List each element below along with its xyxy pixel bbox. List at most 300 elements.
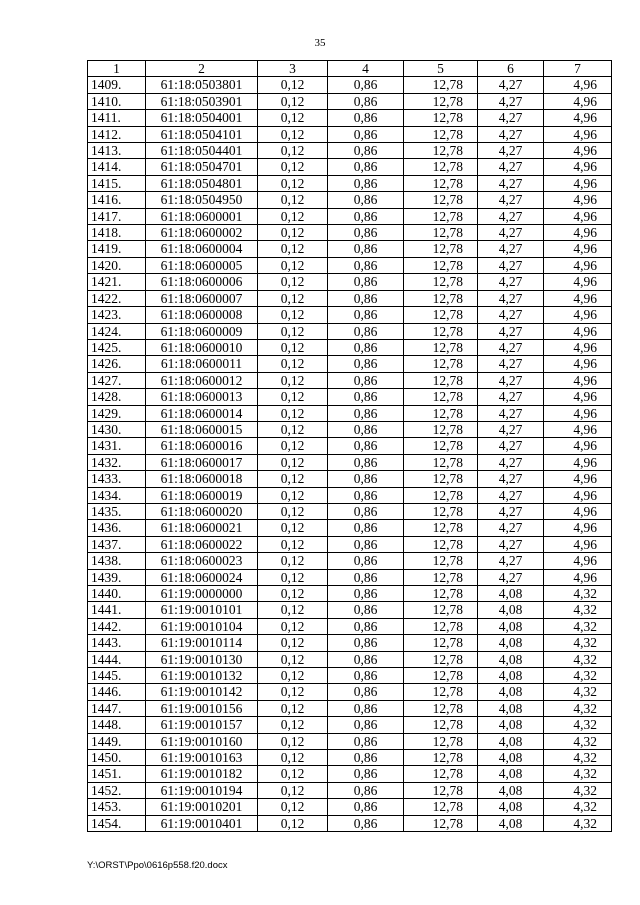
- table-cell: 0,12: [258, 684, 328, 700]
- table-cell: 0,86: [328, 389, 404, 405]
- table-cell: 1448.: [88, 717, 146, 733]
- table-cell: 12,78: [404, 192, 478, 208]
- table-cell: 0,86: [328, 110, 404, 126]
- table-row: [88, 700, 612, 716]
- table-cell: 4,27: [478, 77, 544, 93]
- table-cell: 4,32: [544, 684, 612, 700]
- table-row: [88, 733, 612, 749]
- table-cell: 12,78: [404, 700, 478, 716]
- table-cell: 12,78: [404, 766, 478, 782]
- table-row: [88, 668, 612, 684]
- table-cell: 0,86: [328, 225, 404, 241]
- table-cell: 0,12: [258, 471, 328, 487]
- table-cell: 1443.: [88, 635, 146, 651]
- table-cell: 0,86: [328, 569, 404, 585]
- table-row: [88, 717, 612, 733]
- table-cell: 4,96: [544, 274, 612, 290]
- table-row: [88, 684, 612, 700]
- table-cell: 61:18:0504701: [146, 159, 258, 175]
- table-cell: 0,12: [258, 208, 328, 224]
- table-row: [88, 126, 612, 142]
- table-cell: 12,78: [404, 815, 478, 831]
- table-row: [88, 618, 612, 634]
- table-cell: 12,78: [404, 290, 478, 306]
- table-cell: 1425.: [88, 339, 146, 355]
- table-cell: 12,78: [404, 602, 478, 618]
- table-cell: 4,96: [544, 389, 612, 405]
- table-cell: 4,27: [478, 536, 544, 552]
- table-cell: 0,12: [258, 159, 328, 175]
- table-cell: 61:18:0600002: [146, 225, 258, 241]
- table-cell: 1440.: [88, 586, 146, 602]
- table-cell: 61:18:0600009: [146, 323, 258, 339]
- table-row: [88, 307, 612, 323]
- table-row: [88, 635, 612, 651]
- header-row: [88, 61, 612, 77]
- table-cell: 4,96: [544, 77, 612, 93]
- table-cell: 61:18:0600012: [146, 372, 258, 388]
- table-cell: 61:19:0010160: [146, 733, 258, 749]
- table-cell: 0,12: [258, 503, 328, 519]
- table-cell: 4,27: [478, 110, 544, 126]
- table-cell: 1414.: [88, 159, 146, 175]
- table-cell: 12,78: [404, 799, 478, 815]
- table-cell: 4,08: [478, 750, 544, 766]
- table-cell: 4,27: [478, 274, 544, 290]
- table-cell: 12,78: [404, 553, 478, 569]
- table-cell: 12,78: [404, 586, 478, 602]
- table-cell: 1449.: [88, 733, 146, 749]
- table-cell: 12,78: [404, 356, 478, 372]
- table-cell: 0,12: [258, 536, 328, 552]
- table-cell: 61:18:0600011: [146, 356, 258, 372]
- table-cell: 0,86: [328, 799, 404, 815]
- table-row: [88, 143, 612, 159]
- table-cell: 4,27: [478, 569, 544, 585]
- table-cell: 0,86: [328, 241, 404, 257]
- table-cell: 12,78: [404, 110, 478, 126]
- table-cell: 4,27: [478, 438, 544, 454]
- table-cell: 4,96: [544, 192, 612, 208]
- table-cell: 0,12: [258, 569, 328, 585]
- table-cell: 4,27: [478, 241, 544, 257]
- table-cell: 1444.: [88, 651, 146, 667]
- table-cell: 0,12: [258, 487, 328, 503]
- table-cell: 0,12: [258, 520, 328, 536]
- table-cell: 4,27: [478, 225, 544, 241]
- table-row: [88, 208, 612, 224]
- table-row: [88, 389, 612, 405]
- table-cell: 4,32: [544, 733, 612, 749]
- table-cell: 12,78: [404, 668, 478, 684]
- table-cell: 0,12: [258, 257, 328, 273]
- table-cell: 4,27: [478, 454, 544, 470]
- table-cell: 4,96: [544, 536, 612, 552]
- footer-file-path: Y:\ORST\Ppo\0616p558.f20.docx: [87, 860, 228, 871]
- table-cell: 0,12: [258, 438, 328, 454]
- table-cell: 61:18:0600006: [146, 274, 258, 290]
- table-cell: 12,78: [404, 274, 478, 290]
- table-body: [88, 77, 612, 832]
- column-header: 4: [328, 61, 404, 77]
- table-cell: 0,12: [258, 93, 328, 109]
- table-cell: 1423.: [88, 307, 146, 323]
- table-cell: 4,32: [544, 799, 612, 815]
- table-cell: 61:18:0503901: [146, 93, 258, 109]
- table-cell: 1447.: [88, 700, 146, 716]
- table-cell: 61:19:0010132: [146, 668, 258, 684]
- table-cell: 4,08: [478, 668, 544, 684]
- table-row: [88, 93, 612, 109]
- table-cell: 4,32: [544, 700, 612, 716]
- table-cell: 0,86: [328, 438, 404, 454]
- table-row: [88, 569, 612, 585]
- table-cell: 12,78: [404, 454, 478, 470]
- table-cell: 12,78: [404, 159, 478, 175]
- table-cell: 0,12: [258, 192, 328, 208]
- table-cell: 4,32: [544, 635, 612, 651]
- table-cell: 0,86: [328, 602, 404, 618]
- table-cell: 4,96: [544, 93, 612, 109]
- table-cell: 0,86: [328, 126, 404, 142]
- table-cell: 61:18:0600010: [146, 339, 258, 355]
- table-cell: 4,96: [544, 110, 612, 126]
- table-row: [88, 356, 612, 372]
- table-cell: 4,96: [544, 553, 612, 569]
- table-cell: 0,12: [258, 225, 328, 241]
- table-row: [88, 586, 612, 602]
- table-cell: 1433.: [88, 471, 146, 487]
- table-cell: 0,86: [328, 159, 404, 175]
- table-cell: 0,12: [258, 356, 328, 372]
- table-cell: 0,12: [258, 126, 328, 142]
- table-cell: 4,27: [478, 339, 544, 355]
- table-cell: 1417.: [88, 208, 146, 224]
- table-cell: 1416.: [88, 192, 146, 208]
- table-cell: 61:19:0010157: [146, 717, 258, 733]
- table-cell: 61:19:0010130: [146, 651, 258, 667]
- table-cell: 4,32: [544, 766, 612, 782]
- table-cell: 0,86: [328, 405, 404, 421]
- table-row: [88, 110, 612, 126]
- table-cell: 4,27: [478, 520, 544, 536]
- table-cell: 0,12: [258, 799, 328, 815]
- table-cell: 0,12: [258, 635, 328, 651]
- table-cell: 61:18:0504001: [146, 110, 258, 126]
- table-cell: 1436.: [88, 520, 146, 536]
- table-cell: 4,32: [544, 782, 612, 798]
- table-cell: 12,78: [404, 487, 478, 503]
- table-cell: 4,96: [544, 307, 612, 323]
- table-cell: 0,12: [258, 700, 328, 716]
- table-cell: 0,12: [258, 421, 328, 437]
- table-row: [88, 339, 612, 355]
- table-cell: 0,86: [328, 257, 404, 273]
- table-cell: 61:18:0600022: [146, 536, 258, 552]
- table-cell: 4,27: [478, 405, 544, 421]
- table-cell: 4,27: [478, 307, 544, 323]
- table-cell: 1431.: [88, 438, 146, 454]
- table-cell: 61:18:0600014: [146, 405, 258, 421]
- table-cell: 1450.: [88, 750, 146, 766]
- table-cell: 61:18:0600017: [146, 454, 258, 470]
- table-cell: 0,86: [328, 307, 404, 323]
- table-cell: 0,12: [258, 815, 328, 831]
- table-cell: 61:19:0010163: [146, 750, 258, 766]
- table-cell: 4,96: [544, 225, 612, 241]
- table-cell: 61:18:0600004: [146, 241, 258, 257]
- table-cell: 4,32: [544, 815, 612, 831]
- table-cell: 1429.: [88, 405, 146, 421]
- table-cell: 12,78: [404, 503, 478, 519]
- table-cell: 0,86: [328, 700, 404, 716]
- table-cell: 12,78: [404, 618, 478, 634]
- table-cell: 4,96: [544, 503, 612, 519]
- table-cell: 4,08: [478, 635, 544, 651]
- table-cell: 1438.: [88, 553, 146, 569]
- table-row: [88, 274, 612, 290]
- table-cell: 4,08: [478, 815, 544, 831]
- table-cell: 0,86: [328, 175, 404, 191]
- table-cell: 4,27: [478, 192, 544, 208]
- table-cell: 4,27: [478, 471, 544, 487]
- table-cell: 1418.: [88, 225, 146, 241]
- table-cell: 0,86: [328, 635, 404, 651]
- table-cell: 61:18:0600019: [146, 487, 258, 503]
- table-cell: 4,96: [544, 241, 612, 257]
- table-cell: 61:19:0010114: [146, 635, 258, 651]
- table-cell: 4,27: [478, 257, 544, 273]
- table-cell: 12,78: [404, 405, 478, 421]
- table-cell: 0,86: [328, 93, 404, 109]
- table-cell: 12,78: [404, 389, 478, 405]
- table-row: [88, 323, 612, 339]
- data-table: [87, 60, 612, 832]
- table-cell: 61:18:0600007: [146, 290, 258, 306]
- table-cell: 0,86: [328, 684, 404, 700]
- table-cell: 1413.: [88, 143, 146, 159]
- table-row: [88, 225, 612, 241]
- table-cell: 1421.: [88, 274, 146, 290]
- table-cell: 0,12: [258, 323, 328, 339]
- table-cell: 0,12: [258, 339, 328, 355]
- table-cell: 1412.: [88, 126, 146, 142]
- table-cell: 61:18:0600015: [146, 421, 258, 437]
- table-cell: 1452.: [88, 782, 146, 798]
- table-cell: 4,32: [544, 618, 612, 634]
- table-cell: 0,12: [258, 717, 328, 733]
- table-cell: 0,12: [258, 290, 328, 306]
- table-cell: 0,12: [258, 750, 328, 766]
- table-cell: 1451.: [88, 766, 146, 782]
- table-cell: 61:18:0600008: [146, 307, 258, 323]
- table-row: [88, 421, 612, 437]
- table-cell: 1409.: [88, 77, 146, 93]
- table-cell: 4,27: [478, 356, 544, 372]
- table-cell: 4,27: [478, 372, 544, 388]
- table-cell: 0,86: [328, 553, 404, 569]
- table-cell: 0,12: [258, 274, 328, 290]
- table-cell: 12,78: [404, 569, 478, 585]
- table-cell: 0,12: [258, 782, 328, 798]
- table-cell: 1454.: [88, 815, 146, 831]
- table-cell: 0,86: [328, 536, 404, 552]
- table-cell: 0,12: [258, 766, 328, 782]
- table-cell: 12,78: [404, 717, 478, 733]
- table-cell: 0,86: [328, 618, 404, 634]
- table-row: [88, 651, 612, 667]
- table-cell: 1453.: [88, 799, 146, 815]
- table-cell: 12,78: [404, 175, 478, 191]
- table-cell: 4,27: [478, 175, 544, 191]
- table-cell: 12,78: [404, 782, 478, 798]
- table-cell: 61:18:0600021: [146, 520, 258, 536]
- table-cell: 0,86: [328, 208, 404, 224]
- table-cell: 0,12: [258, 77, 328, 93]
- table-cell: 0,12: [258, 618, 328, 634]
- column-header: 7: [544, 61, 612, 77]
- table-cell: 1435.: [88, 503, 146, 519]
- table-cell: 12,78: [404, 307, 478, 323]
- table-row: [88, 520, 612, 536]
- table-cell: 4,08: [478, 618, 544, 634]
- table-row: [88, 553, 612, 569]
- table-cell: 4,08: [478, 733, 544, 749]
- table-cell: 4,96: [544, 290, 612, 306]
- table-cell: 12,78: [404, 536, 478, 552]
- table-row: [88, 815, 612, 831]
- table-cell: 1422.: [88, 290, 146, 306]
- table-cell: 0,12: [258, 307, 328, 323]
- table-cell: 61:18:0600018: [146, 471, 258, 487]
- table-row: [88, 257, 612, 273]
- table-cell: 4,96: [544, 520, 612, 536]
- table-cell: 4,27: [478, 159, 544, 175]
- table-cell: 61:18:0600001: [146, 208, 258, 224]
- table-row: [88, 536, 612, 552]
- page-number: 35: [314, 37, 326, 49]
- table-cell: 4,27: [478, 553, 544, 569]
- table-cell: 0,86: [328, 372, 404, 388]
- table-row: [88, 77, 612, 93]
- table-cell: 0,86: [328, 77, 404, 93]
- table-cell: 4,27: [478, 323, 544, 339]
- table-cell: 61:18:0504950: [146, 192, 258, 208]
- table-row: [88, 405, 612, 421]
- table-cell: 12,78: [404, 372, 478, 388]
- table-cell: 61:19:0000000: [146, 586, 258, 602]
- table-cell: 1411.: [88, 110, 146, 126]
- table-cell: 0,86: [328, 750, 404, 766]
- table-cell: 4,32: [544, 750, 612, 766]
- table-cell: 0,86: [328, 339, 404, 355]
- table-cell: 4,32: [544, 602, 612, 618]
- table-row: [88, 175, 612, 191]
- table-cell: 1430.: [88, 421, 146, 437]
- table-cell: 12,78: [404, 77, 478, 93]
- table-cell: 4,27: [478, 143, 544, 159]
- table-cell: 0,86: [328, 766, 404, 782]
- table-cell: 61:18:0504101: [146, 126, 258, 142]
- table-cell: 1439.: [88, 569, 146, 585]
- table-cell: 12,78: [404, 635, 478, 651]
- table-cell: 1426.: [88, 356, 146, 372]
- table-cell: 12,78: [404, 421, 478, 437]
- table-cell: 0,86: [328, 274, 404, 290]
- table-cell: 4,08: [478, 766, 544, 782]
- table-cell: 4,27: [478, 126, 544, 142]
- table-cell: 4,27: [478, 487, 544, 503]
- table-cell: 61:18:0504401: [146, 143, 258, 159]
- table-cell: 12,78: [404, 241, 478, 257]
- table-cell: 61:19:0010104: [146, 618, 258, 634]
- column-header: 2: [146, 61, 258, 77]
- table-cell: 12,78: [404, 750, 478, 766]
- table-cell: 12,78: [404, 684, 478, 700]
- table-cell: 61:19:0010142: [146, 684, 258, 700]
- table-cell: 0,86: [328, 733, 404, 749]
- table-cell: 4,32: [544, 668, 612, 684]
- table-cell: 61:19:0010194: [146, 782, 258, 798]
- table-cell: 1419.: [88, 241, 146, 257]
- table-cell: 0,86: [328, 421, 404, 437]
- table-cell: 61:18:0600016: [146, 438, 258, 454]
- table-row: [88, 372, 612, 388]
- table-cell: 0,86: [328, 487, 404, 503]
- table-cell: 12,78: [404, 339, 478, 355]
- table-cell: 1446.: [88, 684, 146, 700]
- table-cell: 12,78: [404, 208, 478, 224]
- table-cell: 61:18:0600024: [146, 569, 258, 585]
- table-row: [88, 159, 612, 175]
- table-cell: 0,86: [328, 503, 404, 519]
- table-row: [88, 766, 612, 782]
- table-cell: 12,78: [404, 471, 478, 487]
- table-cell: 4,08: [478, 651, 544, 667]
- table-cell: 0,12: [258, 389, 328, 405]
- table-cell: 0,12: [258, 175, 328, 191]
- table-cell: 4,96: [544, 454, 612, 470]
- table-cell: 61:19:0010156: [146, 700, 258, 716]
- table-cell: 1445.: [88, 668, 146, 684]
- table-row: [88, 471, 612, 487]
- table-cell: 4,96: [544, 159, 612, 175]
- table-cell: 0,86: [328, 471, 404, 487]
- table-row: [88, 503, 612, 519]
- column-header: 3: [258, 61, 328, 77]
- table-row: [88, 192, 612, 208]
- table-cell: 61:19:0010101: [146, 602, 258, 618]
- table-cell: 61:18:0600005: [146, 257, 258, 273]
- table-cell: 4,08: [478, 717, 544, 733]
- table-row: [88, 782, 612, 798]
- table-cell: 0,86: [328, 290, 404, 306]
- table-cell: 0,12: [258, 143, 328, 159]
- table-cell: 0,12: [258, 733, 328, 749]
- table-cell: 4,08: [478, 700, 544, 716]
- table-row: [88, 602, 612, 618]
- table-cell: 12,78: [404, 93, 478, 109]
- table-cell: 4,96: [544, 372, 612, 388]
- table-cell: 0,86: [328, 454, 404, 470]
- table-row: [88, 487, 612, 503]
- table-cell: 1428.: [88, 389, 146, 405]
- table-cell: 4,08: [478, 799, 544, 815]
- table-cell: 4,32: [544, 717, 612, 733]
- table-cell: 12,78: [404, 651, 478, 667]
- table-row: [88, 241, 612, 257]
- column-header: 6: [478, 61, 544, 77]
